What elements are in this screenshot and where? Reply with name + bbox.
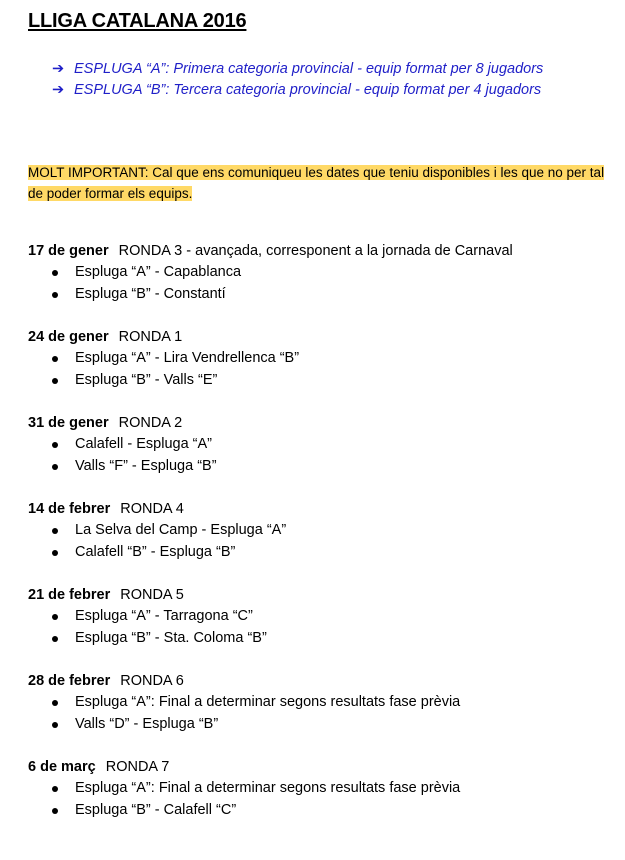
- round-block: [28, 413, 618, 477]
- bullet-icon: [52, 808, 58, 814]
- team-description: ESPLUGA “A”: Primera categoria provincial - equip format per 8 jugadors: [74, 61, 544, 77]
- round-block: [28, 241, 618, 305]
- match-text: Espluga “B” - Constantí: [75, 285, 226, 302]
- match-list: [28, 262, 618, 305]
- match-item: [28, 692, 618, 714]
- team-line-a: [52, 59, 543, 80]
- match-item: [28, 778, 618, 800]
- match-list: [28, 348, 618, 391]
- round-date: 31 de gener: [28, 415, 109, 431]
- match-item: [28, 284, 618, 306]
- match-list: [28, 520, 618, 563]
- match-item: [28, 434, 618, 456]
- match-text: Valls “D” - Espluga “B”: [75, 715, 219, 732]
- bullet-icon: [52, 292, 58, 298]
- bullet-icon: [52, 614, 58, 620]
- round-label: RONDA 3 - avançada, corresponent a la jornada de Carnaval: [118, 243, 513, 259]
- match-list: [28, 606, 618, 649]
- round-date: 28 de febrer: [28, 673, 111, 689]
- round-label: RONDA 2: [118, 415, 183, 431]
- round-date: 21 de febrer: [28, 587, 111, 603]
- bullet-icon: [52, 464, 58, 470]
- bullet-icon: [52, 356, 58, 362]
- bullet-icon: [52, 722, 58, 728]
- round-date: 6 de març: [28, 759, 96, 775]
- bullet-icon: [52, 786, 58, 792]
- round-heading: [28, 327, 618, 348]
- bullet-icon: [52, 636, 58, 642]
- round-heading: [28, 671, 618, 692]
- match-text: Espluga “B” - Sta. Coloma “B”: [75, 629, 267, 646]
- match-item: [28, 262, 618, 284]
- round-label: RONDA 6: [120, 673, 184, 689]
- arrow-right-icon: ➔: [52, 61, 65, 77]
- round-heading: [28, 757, 618, 778]
- match-text: Espluga “A”: Final a determinar segons resultats fase prèvia: [75, 780, 461, 796]
- round-heading: [28, 413, 618, 434]
- match-text: Espluga “B” - Valls “E”: [75, 371, 218, 388]
- bullet-icon: [52, 442, 58, 448]
- match-text: Calafell “B” - Espluga “B”: [75, 543, 236, 560]
- notice-text: MOLT IMPORTANT: Cal que ens comuniqueu les dates que teniu disponibles i les que no per tal de poder formar els equips.: [28, 165, 605, 201]
- match-item: [28, 456, 618, 478]
- round-date: 14 de febrer: [28, 501, 111, 517]
- document-title: LLIGA CATALANA 2016: [28, 10, 247, 32]
- round-label: RONDA 7: [105, 759, 170, 775]
- match-item: [28, 714, 618, 736]
- round-block: [28, 757, 618, 821]
- round-label: RONDA 5: [120, 587, 184, 603]
- important-notice: [28, 163, 618, 204]
- match-item: [28, 606, 618, 628]
- team-description: ESPLUGA “B”: Tercera categoria provincial - equip format per 4 jugadors: [74, 82, 542, 98]
- match-text: Espluga “B” - Calafell “C”: [75, 801, 237, 818]
- match-text: Espluga “A”: Final a determinar segons resultats fase prèvia: [75, 694, 461, 710]
- match-item: [28, 542, 618, 564]
- round-block: [28, 585, 618, 649]
- match-item: [28, 628, 618, 650]
- round-schedule: [28, 241, 618, 843]
- match-text: Valls “F” - Espluga “B”: [75, 457, 217, 474]
- match-text: Calafell - Espluga “A”: [75, 436, 212, 452]
- round-label: RONDA 1: [118, 329, 183, 345]
- round-heading: [28, 585, 618, 606]
- bullet-icon: [52, 700, 58, 706]
- team-list: [52, 59, 543, 101]
- bullet-icon: [52, 378, 58, 384]
- round-date: 24 de gener: [28, 329, 109, 345]
- round-block: [28, 499, 618, 563]
- match-list: [28, 692, 618, 735]
- round-heading: [28, 499, 618, 520]
- bullet-icon: [52, 528, 58, 534]
- match-text: Espluga “A” - Capablanca: [75, 264, 242, 280]
- round-heading: [28, 241, 618, 262]
- bullet-icon: [52, 270, 58, 276]
- match-item: [28, 520, 618, 542]
- match-text: Espluga “A” - Lira Vendrellenca “B”: [75, 350, 300, 366]
- match-text: Espluga “A” - Tarragona “C”: [75, 608, 253, 624]
- match-item: [28, 348, 618, 370]
- round-label: RONDA 4: [120, 501, 184, 517]
- round-block: [28, 327, 618, 391]
- match-list: [28, 778, 618, 821]
- round-date: 17 de gener: [28, 243, 109, 259]
- match-text: La Selva del Camp - Espluga “A”: [75, 522, 287, 538]
- round-block: [28, 671, 618, 735]
- match-item: [28, 800, 618, 822]
- arrow-right-icon: ➔: [52, 82, 65, 98]
- match-list: [28, 434, 618, 477]
- match-item: [28, 370, 618, 392]
- team-line-b: [52, 80, 543, 101]
- bullet-icon: [52, 550, 58, 556]
